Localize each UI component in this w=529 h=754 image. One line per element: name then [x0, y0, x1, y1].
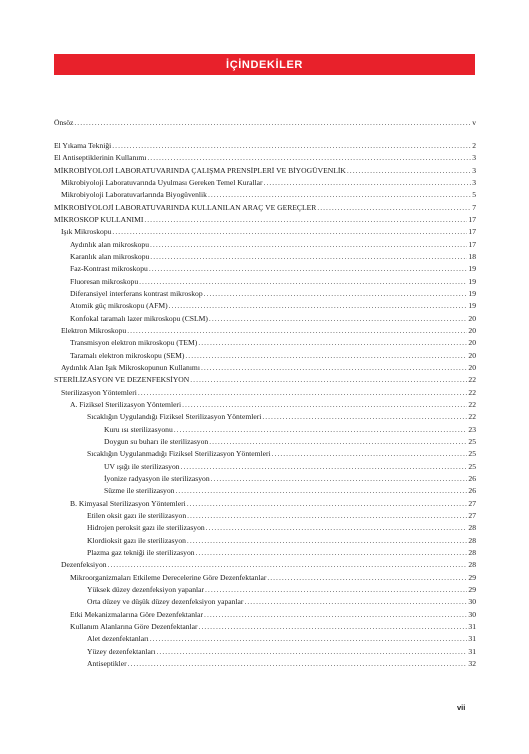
toc-entry-page: 31 — [468, 634, 476, 644]
toc-entry[interactable] — [54, 251, 476, 263]
toc-entry[interactable] — [54, 399, 476, 411]
toc-entry-page: 20 — [468, 338, 476, 348]
toc-leader-dots — [244, 596, 467, 608]
toc-entry-page: 22 — [468, 387, 476, 397]
toc-entry-page: 29 — [468, 584, 476, 594]
toc-leader-dots — [185, 350, 467, 362]
toc-entry[interactable] — [54, 226, 476, 238]
toc-leader-dots — [147, 152, 471, 164]
toc-leader-dots — [196, 547, 468, 559]
toc-entry[interactable] — [54, 350, 476, 362]
toc-entry[interactable] — [54, 362, 476, 374]
toc-entry-page: 5 — [472, 190, 476, 200]
toc-entry-page: 28 — [468, 523, 476, 533]
toc-entry[interactable] — [54, 387, 476, 399]
toc-entry[interactable] — [54, 424, 476, 436]
toc-entry-page: 17 — [468, 227, 476, 237]
toc-leader-dots — [112, 140, 471, 152]
toc-entry-title: UV ışığı ile sterilizasyon — [104, 461, 180, 471]
toc-entry-page: 27 — [468, 510, 476, 520]
toc-entry[interactable] — [54, 473, 476, 485]
toc-entry-title: A. Fiziksel Sterilizasyon Yöntemleri — [70, 399, 182, 409]
toc-leader-dots — [157, 646, 468, 658]
toc-entry-title: Faz-Kontrast mikroskopu — [70, 264, 148, 274]
toc-entry[interactable] — [54, 214, 476, 226]
toc-leader-dots — [108, 559, 468, 571]
toc-entry-page: 28 — [468, 560, 476, 570]
toc-entry-page: 32 — [468, 658, 476, 668]
toc-leader-dots — [198, 337, 467, 349]
toc-entry-page: 20 — [468, 362, 476, 372]
toc-leader-dots — [128, 658, 468, 670]
toc-entry[interactable] — [54, 374, 476, 386]
toc-entry[interactable] — [54, 633, 476, 645]
toc-leader-dots — [264, 177, 472, 189]
toc-entry[interactable] — [54, 313, 476, 325]
toc-entry-title: Hidrojen peroksit gazı ile sterilizasyon — [87, 523, 205, 533]
toc-leader-dots — [204, 288, 468, 300]
toc-entry[interactable] — [54, 596, 476, 608]
toc-leader-dots — [181, 461, 468, 473]
toc-leader-dots — [347, 165, 471, 177]
toc-entry-page: 31 — [468, 646, 476, 656]
toc-leader-dots — [169, 300, 468, 312]
toc-entry[interactable] — [54, 140, 476, 152]
toc-entry-title: Mikrobiyoloji Laboratuvarlarında Biyogüvenlik — [61, 190, 207, 200]
toc-entry[interactable] — [54, 239, 476, 251]
toc-entry[interactable] — [54, 609, 476, 621]
toc-entry[interactable] — [54, 572, 476, 584]
toc-entry-page: 3 — [472, 165, 476, 175]
toc-entry-page: 28 — [468, 535, 476, 545]
toc-entry-title: Klordioksit gazı ile sterilizasyon — [87, 535, 186, 545]
toc-entry-page: 18 — [468, 251, 476, 261]
toc-entry-page: 30 — [468, 609, 476, 619]
toc-leader-dots — [139, 276, 467, 288]
toc-entry-title: Önsöz — [54, 118, 74, 127]
toc-header-banner — [54, 54, 475, 75]
toc-entry[interactable] — [54, 461, 476, 473]
toc-entry-title: El Antiseptiklerinin Kullanımı — [54, 153, 147, 163]
toc-leader-dots — [150, 239, 467, 251]
toc-leader-dots — [190, 374, 467, 386]
toc-entry-page: 20 — [468, 350, 476, 360]
toc-entry-title: STERİLİZASYON VE DEZENFEKSİYON — [54, 375, 190, 385]
toc-entry-title: Etki Mekanizmalarına Göre Dezenfektanlar — [70, 609, 204, 619]
toc-entry-page: 3 — [472, 177, 476, 187]
toc-leader-dots — [187, 510, 467, 522]
toc-entry[interactable] — [54, 337, 476, 349]
toc-entry-title: Sıcaklığın Uygulanmadığı Fiziksel Sterilizasyon Yöntemleri — [87, 449, 271, 459]
toc-entry[interactable] — [54, 177, 476, 189]
toc-entry-title: Plazma gaz tekniği ile sterilizasyon — [87, 547, 195, 557]
toc-entry-page: 19 — [468, 264, 476, 274]
toc-entry-page: 26 — [468, 473, 476, 483]
toc-entry-page: 31 — [468, 621, 476, 631]
toc-entry-page: 27 — [468, 498, 476, 508]
toc-entry-title: Aydınlık Alan Işık Mikroskopunun Kullanımı — [61, 362, 200, 372]
toc-entry-title: Konfokal taramalı lazer mikroskopu (CSLM) — [70, 313, 208, 323]
toc-entry-title: MİKROSKOP KULLANIMI — [54, 214, 144, 224]
page-title: İÇİNDEKİLER — [226, 58, 303, 71]
toc-leader-dots — [209, 436, 467, 448]
toc-entry[interactable] — [54, 202, 476, 214]
toc-entry-title: Alet dezenfektanları — [87, 634, 149, 644]
toc-entry[interactable] — [54, 522, 476, 534]
toc-entry-page: 3 — [472, 153, 476, 163]
toc-entry-title: Antiseptikler — [87, 658, 127, 668]
toc-leader-dots — [201, 362, 467, 374]
toc-leader-dots — [272, 448, 468, 460]
toc-entry-page: 22 — [468, 399, 476, 409]
toc-leader-dots — [208, 189, 471, 201]
toc-entry-page: 19 — [468, 276, 476, 286]
toc-entry-title: Orta düzey ve düşük düzey dezenfeksiyon yapanlar — [87, 597, 244, 607]
toc-entry-title: Yüksek düzey dezenfeksiyon yapanlar — [87, 584, 205, 594]
toc-leader-dots — [267, 572, 467, 584]
toc-entry[interactable] — [54, 189, 476, 201]
toc-leader-dots — [187, 498, 468, 510]
toc-entry-title: Doygun su buharı ile sterilizasyon — [104, 436, 209, 446]
toc-entry[interactable] — [54, 621, 476, 633]
toc-entry-page: 22 — [468, 412, 476, 422]
toc-entry-page: 19 — [468, 288, 476, 298]
toc-entry-title: B. Kimyasal Sterilizasyon Yöntemleri — [70, 498, 186, 508]
toc-entry-page: 22 — [468, 375, 476, 385]
toc-leader-dots — [149, 263, 468, 275]
toc-entry[interactable] — [54, 498, 476, 510]
toc-entry-title: Karanlık alan mikroskopu — [70, 251, 150, 261]
toc-entry-title: Sterilizasyon Yöntemleri — [61, 387, 137, 397]
toc-entry-title: Atomik güç mikroskopu (AFM) — [70, 301, 168, 311]
toc-leader-dots — [182, 399, 467, 411]
toc-entry-title: Taramalı elektron mikroskopu (SEM) — [70, 350, 185, 360]
toc-leader-dots — [205, 584, 467, 596]
toc-entry-title: Dezenfeksiyon — [61, 560, 107, 570]
toc-leader-dots — [74, 117, 471, 129]
toc-entry[interactable] — [54, 300, 476, 312]
toc-entry-page: 19 — [468, 301, 476, 311]
toc-entry-title: El Yıkama Tekniği — [54, 141, 112, 150]
toc-entry[interactable] — [54, 325, 476, 337]
toc-entry[interactable] — [54, 152, 476, 164]
page-number: vii — [457, 703, 466, 712]
toc-leader-dots — [175, 485, 467, 497]
toc-entry-title: Aydınlık alan mikroskopu — [70, 239, 150, 249]
toc-entry-page: 17 — [468, 239, 476, 249]
toc-entry[interactable] — [54, 165, 476, 177]
toc-entry-title: Etilen oksit gazı ile sterilizasyon — [87, 510, 187, 520]
toc-entry[interactable] — [54, 658, 476, 670]
toc-entry-page: 20 — [468, 325, 476, 335]
toc-entry-page: 29 — [468, 572, 476, 582]
toc-entry-title: Diferansiyel interferans kontrast mikroskop — [70, 288, 203, 298]
toc-entry-title: Kullanım Alanlarına Göre Dezenfektanlar — [70, 621, 198, 631]
toc-entry-page: 20 — [468, 313, 476, 323]
toc-leader-dots — [174, 424, 468, 436]
toc-entry-title: Sıcaklığın Uygulandığı Fiziksel Sterilizasyon Yöntemleri — [87, 412, 262, 422]
toc-entry[interactable] — [54, 535, 476, 547]
toc-leader-dots — [204, 609, 467, 621]
toc-entry-page: 28 — [468, 547, 476, 557]
toc-entry-title: Transmisyon elektron mikroskopu (TEM) — [70, 338, 198, 348]
toc-leader-dots — [209, 313, 467, 325]
toc-entry[interactable] — [54, 510, 476, 522]
toc-entry[interactable] — [54, 547, 476, 559]
toc-leader-dots — [127, 325, 467, 337]
toc-entry[interactable] — [54, 584, 476, 596]
toc-entry-title: Yüzey dezenfektanları — [87, 646, 156, 656]
toc-leader-dots — [211, 473, 468, 485]
toc-entry-title: MİKROBİYOLOJİ LABORATUVARINDA KULLANILAN ARAÇ VE GEREÇLER — [54, 202, 317, 212]
toc-entry[interactable] — [54, 276, 476, 288]
toc-entry-title: MİKROBİYOLOJİ LABORATUVARINDA ÇALIŞMA PRENSİPLERİ VE BİYOGÜVENLİK — [54, 165, 346, 175]
toc-leader-dots — [112, 226, 467, 238]
toc-entry-page: 17 — [468, 214, 476, 224]
toc-entry[interactable] — [54, 411, 476, 423]
toc-entry[interactable] — [54, 263, 476, 275]
toc-leader-dots — [199, 621, 468, 633]
toc-leader-dots — [150, 633, 468, 645]
toc-entry-title: Mikrobiyoloji Laboratuvarında Uyulması Gereken Temel Kurallar — [61, 177, 263, 187]
toc-entry[interactable] — [54, 485, 476, 497]
toc-entry-page: 25 — [468, 449, 476, 459]
toc-entry[interactable] — [54, 288, 476, 300]
toc-entry-page: 25 — [468, 436, 476, 446]
toc-leader-dots — [317, 202, 471, 214]
toc-entry-page: 7 — [472, 202, 476, 212]
toc-entry-title: Işık Mikroskopu — [61, 227, 112, 237]
toc-entry-page: 23 — [468, 424, 476, 434]
toc-entry-title: Kuru ısı sterilizasyonu — [104, 424, 173, 434]
toc-leader-dots — [144, 214, 467, 226]
toc-entry-title: Mikroorganizmaları Etkileme Derecelerine Göre Dezenfektanlar — [70, 572, 267, 582]
toc-leader-dots — [187, 535, 467, 547]
toc-entry-page: 30 — [468, 597, 476, 607]
toc-entry-title: Fluoresan mikroskopu — [70, 276, 139, 286]
toc-entry-title: İyonize radyasyon ile sterilizasyon — [104, 473, 210, 483]
toc-leader-dots — [150, 251, 467, 263]
toc-entry-page: 25 — [468, 461, 476, 471]
toc-entry-page: 2 — [472, 141, 476, 150]
toc-leader-dots — [206, 522, 468, 534]
toc-entry[interactable] — [54, 117, 476, 129]
toc-entry-page: v — [472, 118, 476, 127]
toc-entry[interactable] — [54, 448, 476, 460]
toc-entry-page: 26 — [468, 486, 476, 496]
toc-leader-dots — [138, 387, 468, 399]
toc-entry-title: Elektron Mikroskopu — [61, 325, 127, 335]
toc-entry[interactable] — [54, 559, 476, 571]
toc-leader-dots — [262, 411, 467, 423]
toc-entry[interactable] — [54, 436, 476, 448]
toc-entry-title: Süzme ile sterilizasyon — [104, 486, 175, 496]
toc-entry[interactable] — [54, 646, 476, 658]
